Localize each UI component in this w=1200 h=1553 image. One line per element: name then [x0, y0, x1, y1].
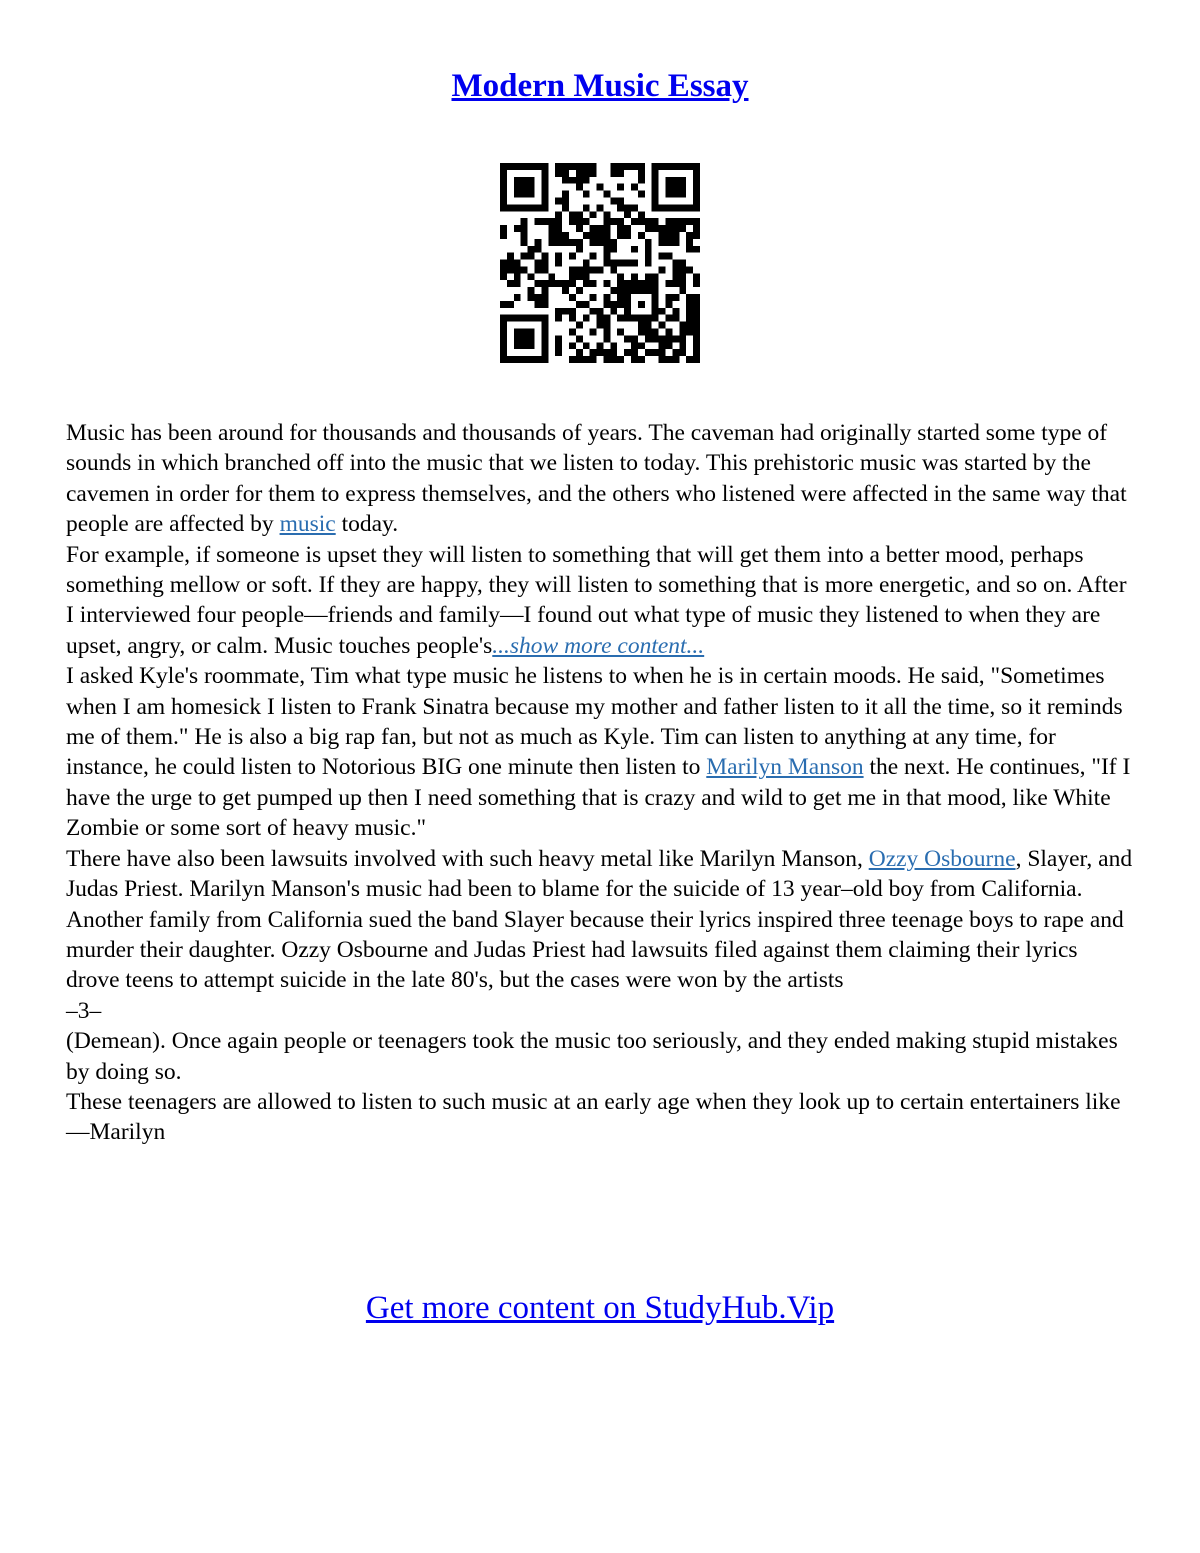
- essay-body: [66, 418, 1136, 1148]
- qr-code-icon: [500, 163, 700, 363]
- page-number-marker: –3–: [66, 997, 102, 1024]
- paragraph-1: Music has been around for thousands and thousands of years. The caveman had originally started some type of sounds in which branched off into the music that we listen to today. This prehistoric music was started by the cavemen in order for them to express themselves, and the others who listened were affected in the same way that people are affected by music today.: [66, 420, 1127, 538]
- paragraph-4: There have also been lawsuits involved with such heavy metal like Marilyn Manson, Ozzy Osbourne, Slayer, and Judas Priest. Marilyn Manson's music had been to blame for the suicide of 13 year–old boy from California. Another family from California sued the band Slayer because their lyrics inspired three teenage boys to rape and murder their daughter. Ozzy Osbourne and Judas Priest had lawsuits filed against them claiming their lyrics drove teens to attempt suicide in the late 80's, but the cases were won by the artists: [66, 845, 1133, 994]
- show-more-content-link[interactable]: ...show more content...: [492, 632, 705, 659]
- document-title: [0, 66, 1200, 106]
- paragraph-6: (Demean). Once again people or teenagers took the music too seriously, and they ended making stupid mistakes by doing so.: [66, 1028, 1118, 1085]
- studyhub-link[interactable]: Get more content on StudyHub.Vip: [365, 1290, 835, 1326]
- paragraph-7: These teenagers are allowed to listen to such music at an early age when they look up to certain entertainers like—Marilyn: [66, 1088, 1121, 1146]
- marilyn-manson-link[interactable]: Marilyn Manson: [706, 754, 864, 781]
- paragraph-3: I asked Kyle's roommate, Tim what type music he listens to when he is in certain moods. He said, "Sometimes when I am homesick I listen to Frank Sinatra because my mother and father listen to it all the time, so it reminds me of them." He is also a big rap fan, but not as much as Kyle. Tim can listen to anything at any time, for instance, he could listen to Notorious BIG one minute then listen to Marilyn Manson the next. He continues, "If I have the urge to get pumped up then I need something that is crazy and wild to get me in that mood, like White Zombie or some sort of heavy music.": [66, 663, 1131, 842]
- ozzy-osbourne-link[interactable]: Ozzy Osbourne: [868, 845, 1016, 872]
- paragraph-2: For example, if someone is upset they will listen to something that will get them into a better mood, perhaps something mellow or soft. If they are happy, they will listen to something that is more energetic, and so on. After I interviewed four people—friends and family—I found out what type of music they listened to when they are upset, angry, or calm. Music touches people's...show more content...: [66, 541, 1127, 659]
- footer: [0, 1288, 1200, 1328]
- music-link[interactable]: music: [279, 511, 336, 538]
- title-link[interactable]: Modern Music Essay: [451, 68, 749, 104]
